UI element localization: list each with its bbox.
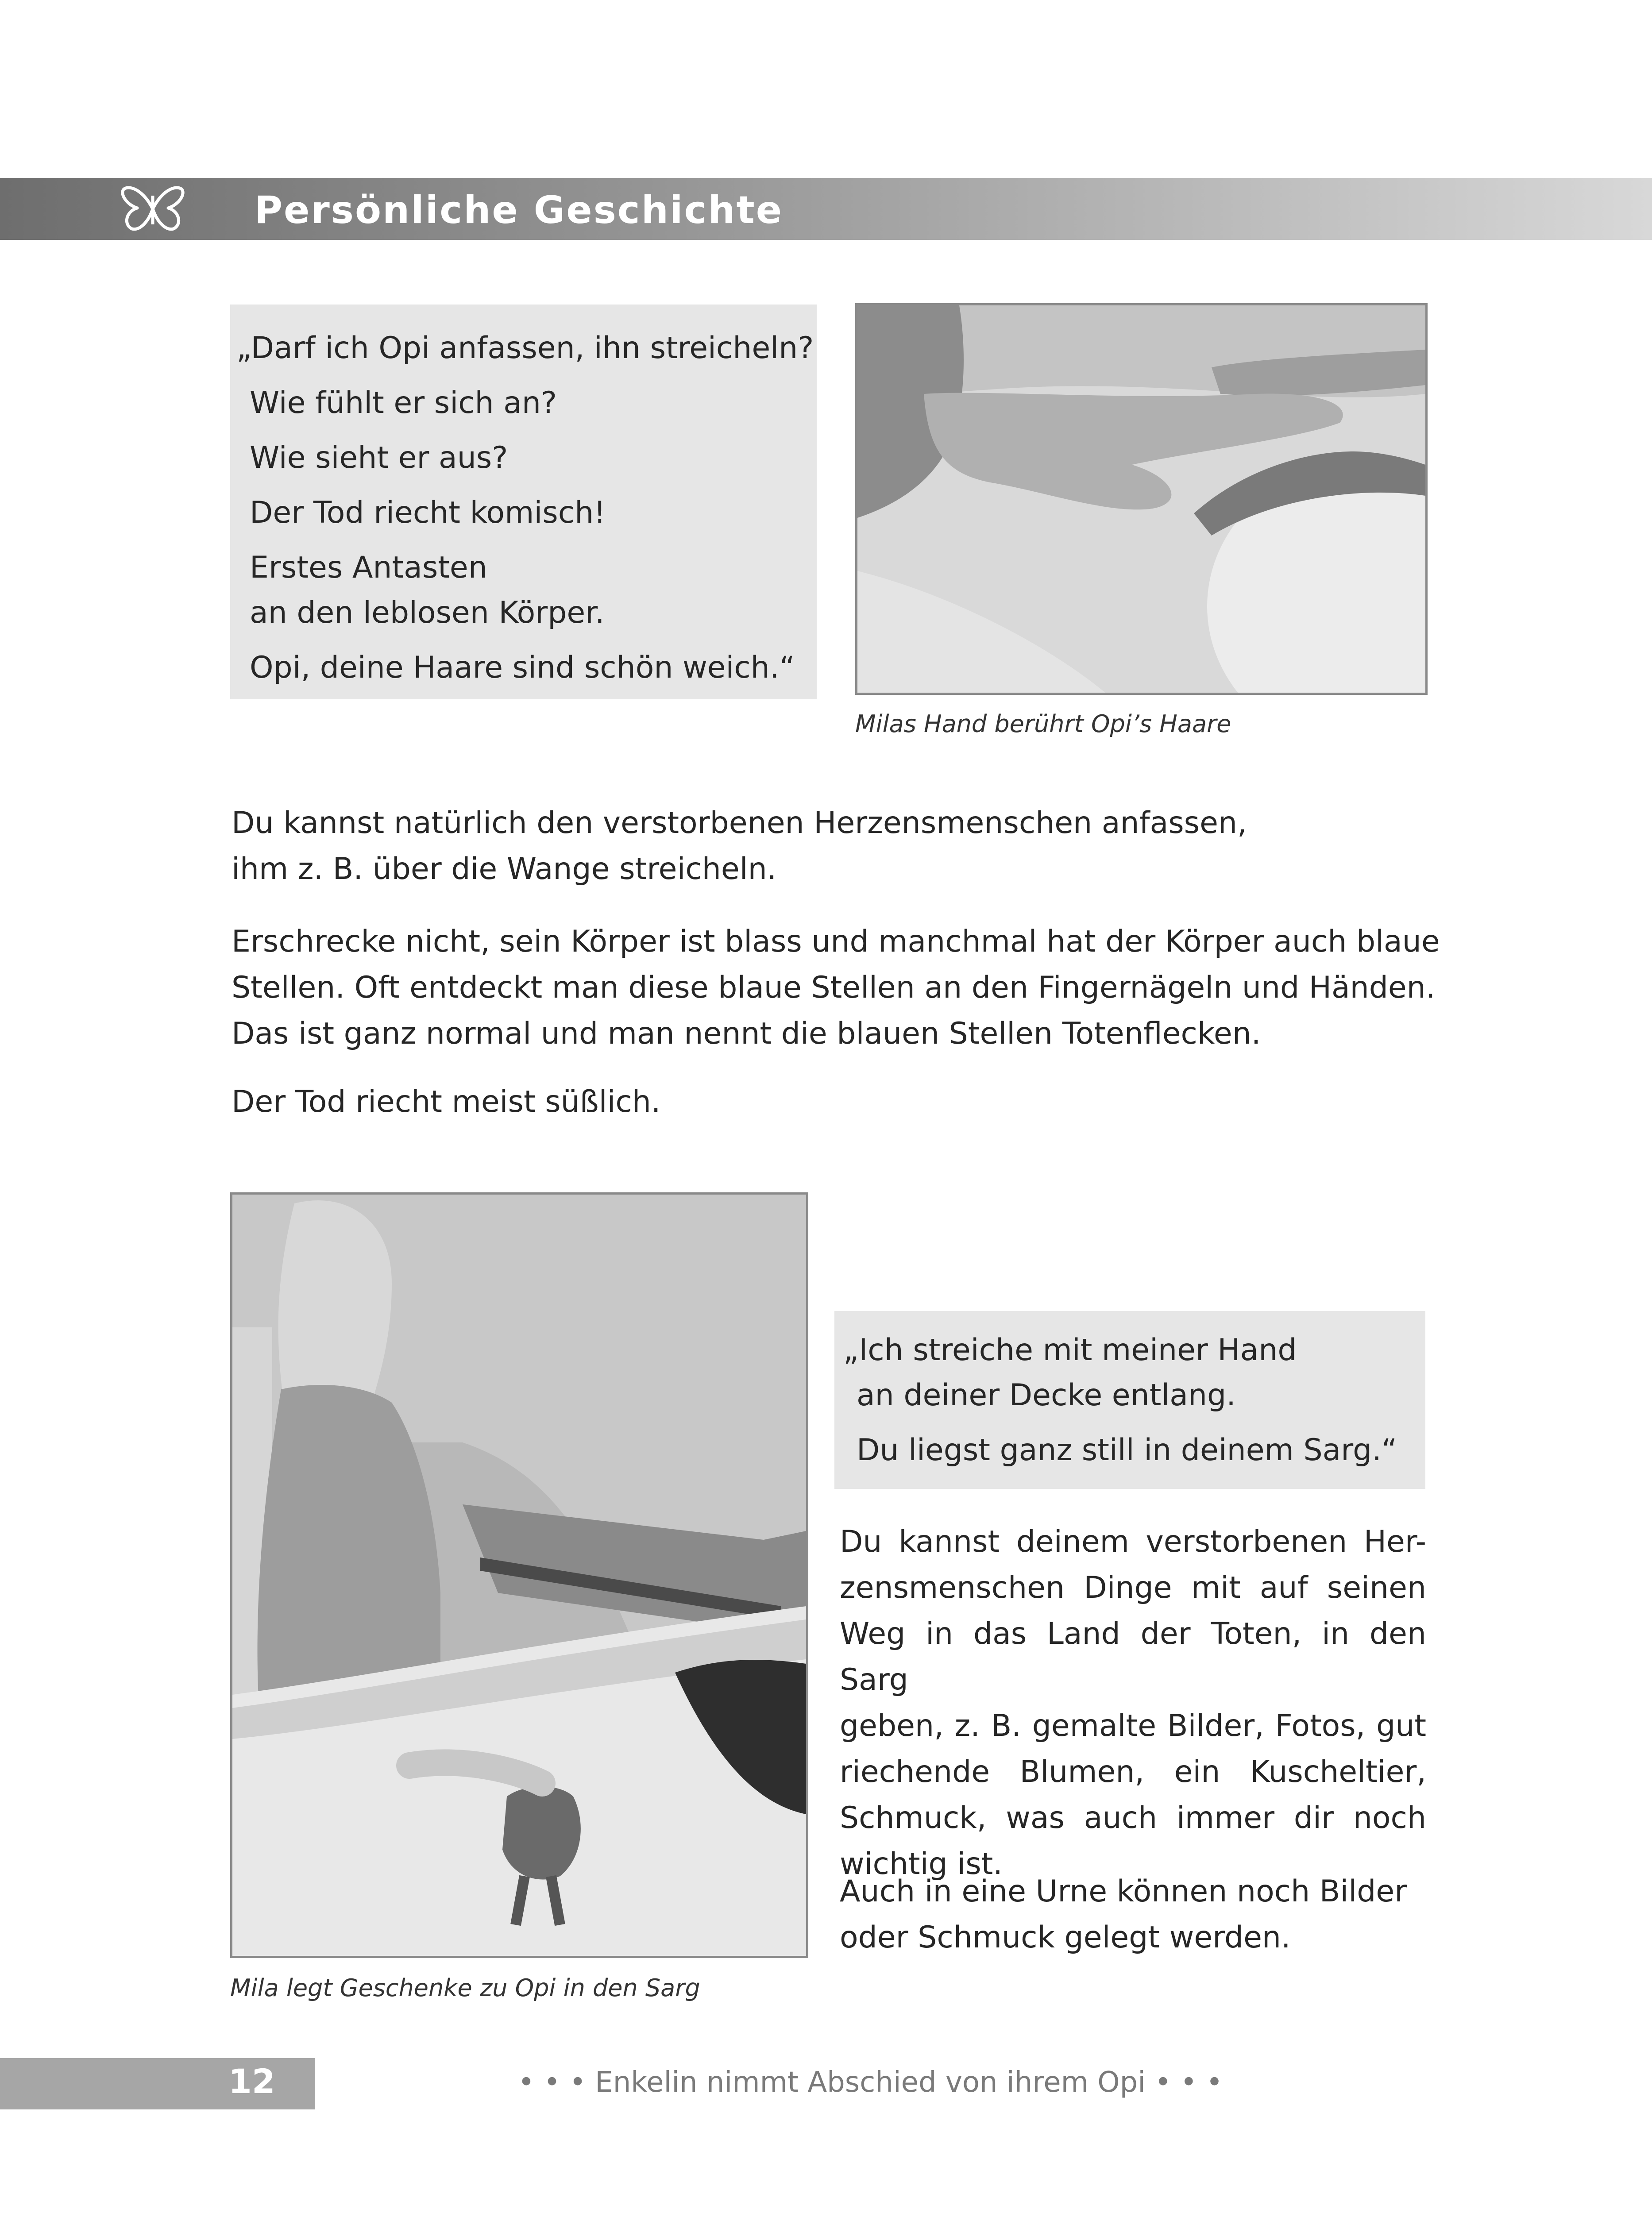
quote-line: an den leblosen Körper. [250,595,605,630]
quote-line: an deiner Decke entlang. [857,1378,1236,1413]
text-line: Schmuck, was auch immer dir noch [840,1800,1426,1835]
photo-girl-at-coffin [230,1192,808,1958]
quote-line: Du liegst ganz still in deinem Sarg.“ [857,1433,1397,1468]
text-line: oder Schmuck gelegt werden. [840,1920,1291,1955]
text-line: Das ist ganz normal und man nennt die blauen Stellen Totenflecken. [232,1016,1261,1051]
section-title: Persönliche Geschichte [255,188,784,232]
text-line: ihm z. B. über die Wange streicheln. [232,852,777,887]
text-line: riechende Blumen, ein Kuscheltier, [840,1754,1426,1789]
quote-line: „Darf ich Opi anfassen, ihn streicheln? [236,331,814,366]
text-line: Weg in das Land der Toten, in den Sarg [840,1616,1426,1697]
paragraph-smell: Der Tod riecht meist süßlich. [232,1084,661,1119]
butterfly-icon [120,182,186,235]
running-footer: • • • Enkelin nimmt Abschied von ihrem Opi • • • [518,2066,1223,2099]
photo-caption: Milas Hand berührt Opi’s Haare [855,710,1231,738]
quote-box-2 [834,1311,1425,1489]
quote-box-1 [230,305,817,699]
page-number: 12 [228,2062,275,2101]
text-line: Du kannst natürlich den verstorbenen Herzensmenschen anfassen, [232,806,1247,840]
text-line: Du kannst deinem verstorbenen Her- [840,1524,1426,1559]
paragraph-touch [232,800,1247,892]
text-line: Auch in eine Urne können noch Bilder [840,1874,1407,1909]
quote-line: Der Tod riecht komisch! [250,495,606,530]
quote-line: Erstes Antasten [250,550,487,585]
quote-line: „Ich streiche mit meiner Hand [843,1333,1297,1368]
section-header-bar [0,178,1652,240]
paragraph-gifts [840,1519,1426,1887]
paragraph-urn [840,1869,1407,1961]
text-line: geben, z. B. gemalte Bilder, Fotos, gut [840,1708,1426,1743]
quote-line: Wie sieht er aus? [250,440,508,475]
text-line: zensmenschen Dinge mit auf seinen [840,1570,1426,1605]
quote-line: Wie fühlt er sich an? [250,386,557,420]
photo-hand-touching-hair [855,303,1428,695]
photo-caption: Mila legt Geschenke zu Opi in den Sarg [230,1974,700,2002]
text-line: wichtig ist. [840,1847,1003,1881]
text-line: Erschrecke nicht, sein Körper ist blass und manchmal hat der Körper auch blaue [232,924,1440,959]
quote-line: Opi, deine Haare sind schön weich.“ [250,650,795,685]
paragraph-body-appearance [232,919,1440,1057]
text-line: Stellen. Oft entdeckt man diese blaue Stellen an den Fingernägeln und Händen. [232,970,1436,1005]
